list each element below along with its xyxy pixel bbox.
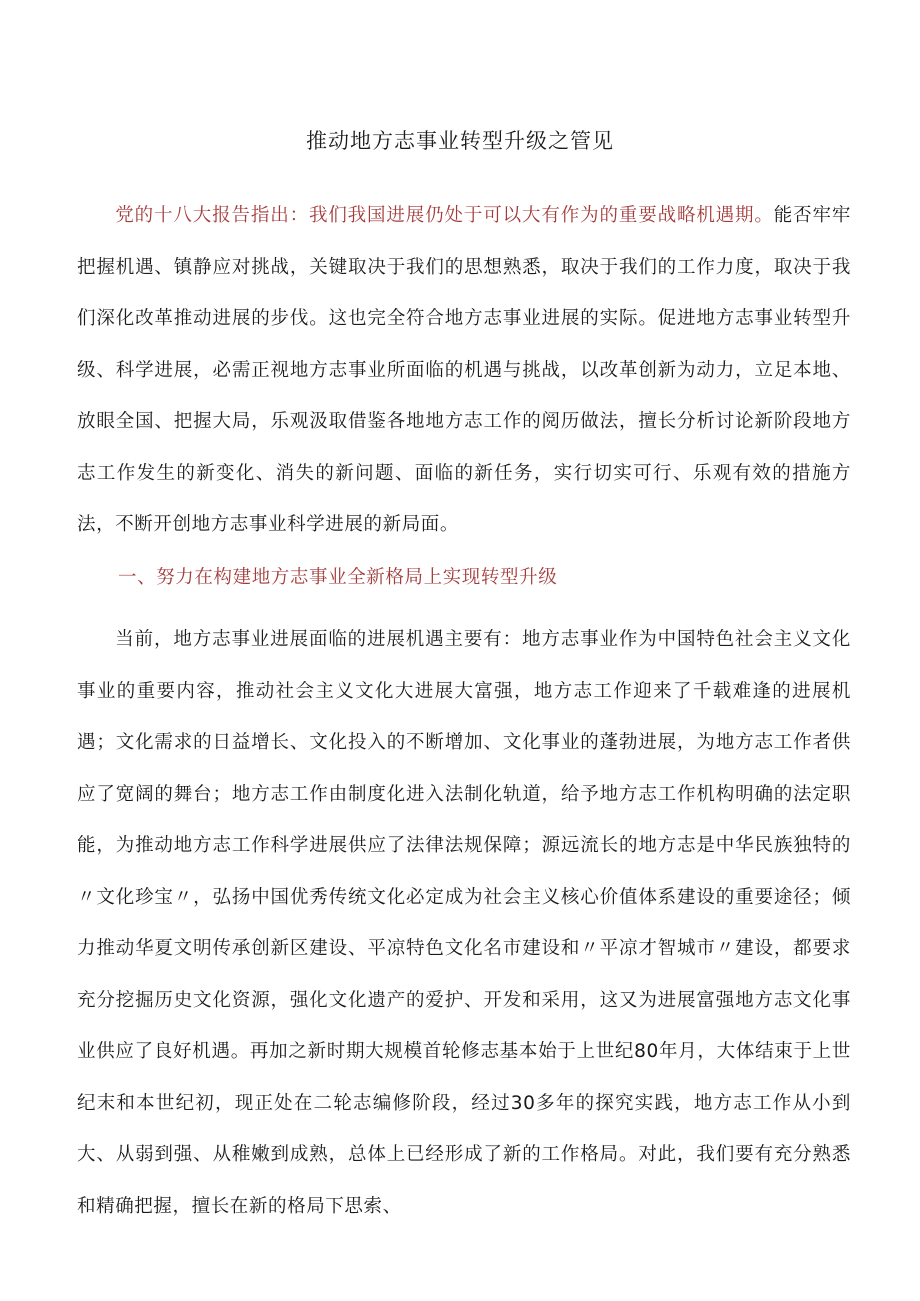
paragraph-intro [77,190,851,551]
paragraph-intro-highlight: 党的十八大报告指出：我们我国进展仍处于可以大有作为的重要战略机遇期。 [115,205,774,226]
paragraph-section1 [77,614,851,1232]
document-title: 推动地方志事业转型升级之管见 [306,129,614,153]
paragraph-intro-body: 能否牢牢把握机遇、镇静应对挑战，关键取决于我们的思想熟悉，取决于我们的工作力度，取决于我们深化改革推动进展的步伐。这也完全符合地方志事业进展的实际。促进地方志事业转型升级、科学进展，必需正视地方志事业所面临的机遇与挑战，以改革创新为动力，立足本地、放眼全国、把握大局，乐观汲取借鉴各地地方志工作的阅历做法，擅长分析讨论新阶段地方志工作发生的新变化、消失的新问题、面临的新任务，实行切实可行、乐观有效的措施方法，不断开创地方志事业科学进展的新局面。 [77,205,852,535]
section-heading-1: 一、努力在构建地方志事业全新格局上实现转型升级 [118,567,558,588]
paragraph-section1-body: 当前，地方志事业进展面临的进展机遇主要有：地方志事业作为中国特色社会主义文化事业的重要内容，推动社会主义文化大进展大富强，地方志工作迎来了千载难逢的进展机遇；文化需求的日益增长、文化投入的不断增加、文化事业的蓬勃进展，为地方志工作者供应了宽阔的舞台；地方志工作由制度化进入法制化轨道，给予地方志工作机构明确的法定职能，为推动地方志工作科学进展供应了法律法规保障；源远流长的地方志是中华民族独特的〃文化珍宝〃，弘扬中国优秀传统文化必定成为社会主义核心价值体系建设的重要途径；倾力推动华夏文明传承创新区建设、平凉特色文化名市建设和〃平凉才智城市〃建设，都要求充分挖掘历史文化资源，强化文化遗产的爱护、开发和采用，这又为进展富强地方志文化事业供应了良好机遇。再加之新时期大规模首轮修志基本始于上世纪80年月，大体结束于上世纪末和本世纪初，现正处在二轮志编修阶段，经过30多年的探究实践，地方志工作从小到大、从弱到强、从稚嫩到成熟，总体上已经形成了新的工作格局。对此，我们要有充分熟悉和精确把握，擅长在新的格局下思索、 [77,629,851,1217]
